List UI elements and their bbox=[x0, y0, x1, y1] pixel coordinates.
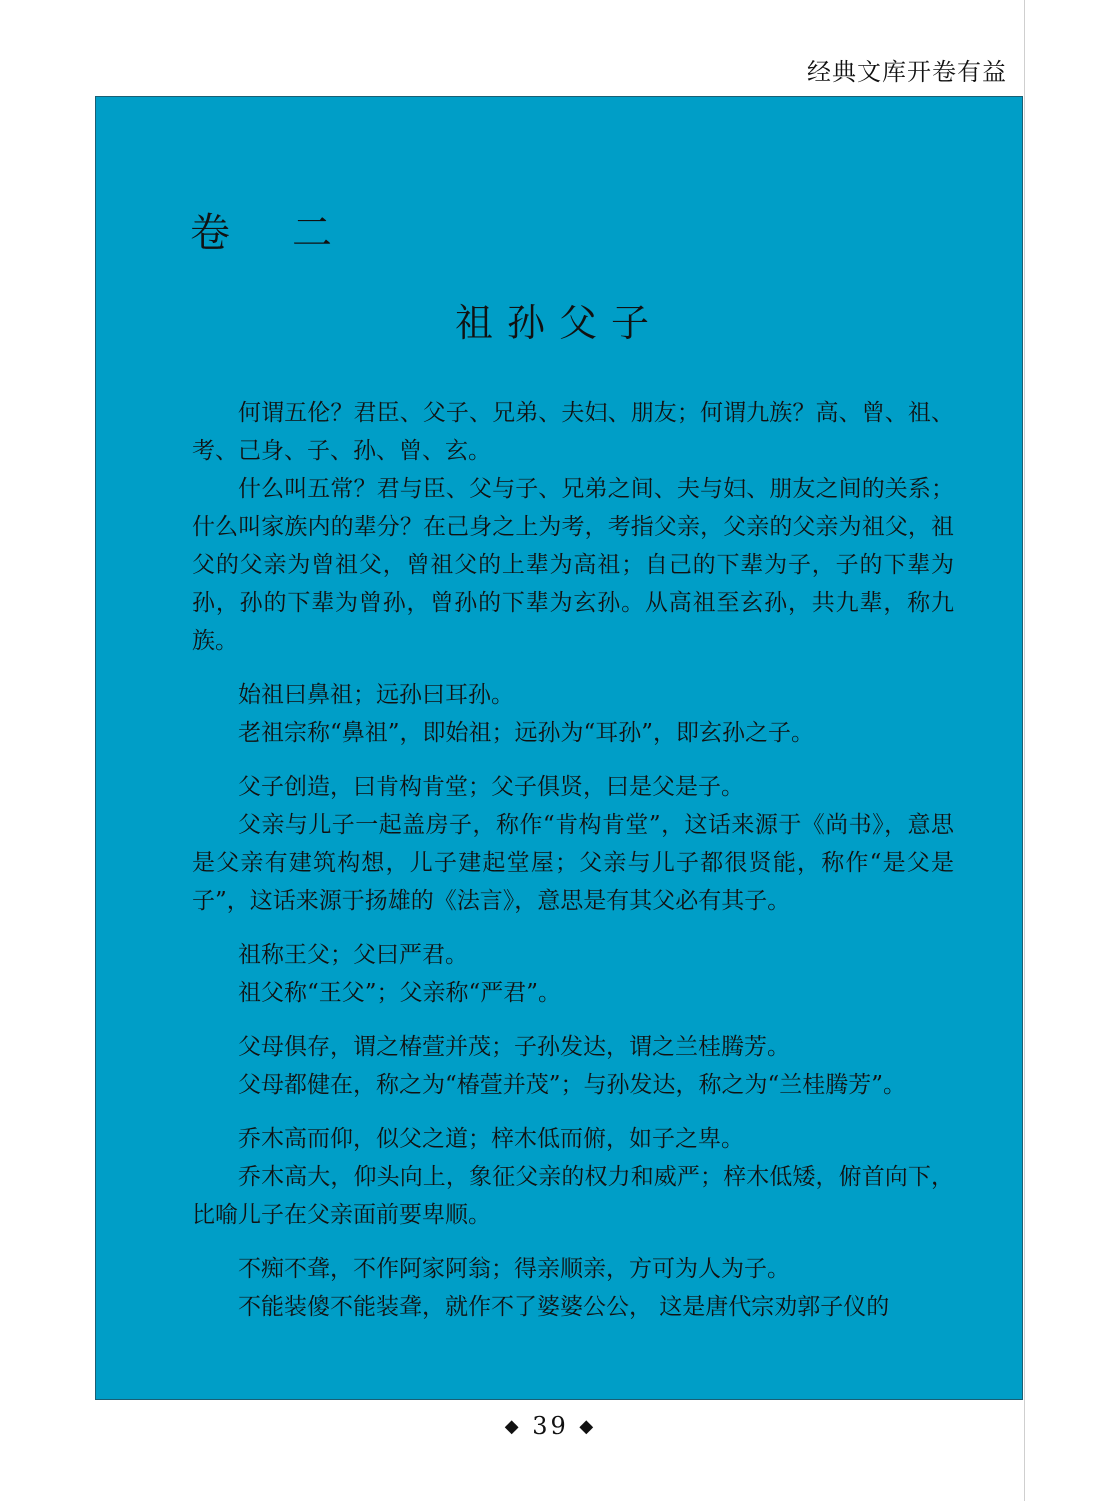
page-number bbox=[0, 1412, 1101, 1440]
paragraph: 父亲与儿子一起盖房子，称作“肯构肯堂”，这话来源于《尚书》，意思是父亲有建筑构想，儿子建起堂屋；父亲与儿子都很贤能，称作“是父是子”，这话来源于扬雄的《法言》，意思是有其父必有其子。 bbox=[192, 812, 954, 914]
body-text bbox=[192, 394, 954, 1326]
paragraph: 祖称王父；父曰严君。 bbox=[238, 942, 468, 968]
volume-title-char-1: 卷 bbox=[190, 210, 230, 256]
diamond-icon: ◆ bbox=[504, 1416, 522, 1437]
paragraph: 不痴不聋，不作阿家阿翁；得亲顺亲，方可为人为子。 bbox=[238, 1256, 790, 1282]
diamond-icon: ◆ bbox=[579, 1416, 597, 1437]
volume-title-char-2: 二 bbox=[292, 210, 332, 256]
paragraph: 老祖宗称“鼻祖”，即始祖；远孙为“耳孙”，即玄孙之子。 bbox=[238, 720, 815, 746]
page-edge-line bbox=[1024, 0, 1025, 1501]
content-panel bbox=[95, 96, 1023, 1400]
chapter-title: 祖孙父子 bbox=[454, 301, 663, 345]
page-number-value: 39 bbox=[532, 1412, 569, 1440]
paragraph: 始祖曰鼻祖；远孙曰耳孙。 bbox=[238, 682, 514, 708]
paragraph: 乔木高而仰，似父之道；梓木低而俯，如子之卑。 bbox=[238, 1126, 744, 1152]
paragraph: 父子创造，曰肯构肯堂；父子俱贤，曰是父是子。 bbox=[238, 774, 744, 800]
paragraph: 祖父称“王父”；父亲称“严君”。 bbox=[238, 980, 562, 1006]
paragraph: 不能装傻不能装聋，就作不了婆婆公公， 这是唐代宗劝郭子仪的 bbox=[238, 1294, 890, 1320]
paragraph: 何谓五伦？君臣、父子、兄弟、夫妇、朋友；何谓九族？高、曾、祖、考、己身、子、孙、曾、玄。 bbox=[192, 400, 954, 464]
paragraph: 父母都健在，称之为“椿萱并茂”；与孙发达，称之为“兰桂腾芳”。 bbox=[238, 1072, 907, 1098]
running-header: 经典文库开卷有益 bbox=[807, 58, 1007, 86]
volume-title bbox=[190, 201, 332, 258]
paragraph: 什么叫五常？君与臣、父与子、兄弟之间、夫与妇、朋友之间的关系；什么叫家族内的辈分？在己身之上为考，考指父亲，父亲的父亲为祖父，祖父的父亲为曾祖父，曾祖父的上辈为高祖；自己的下辈为子，子的下辈为孙，孙的下辈为曾孙，曾孙的下辈为玄孙。从高祖至玄孙，共九辈，称九族。 bbox=[192, 476, 954, 654]
paragraph: 乔木高大，仰头向上，象征父亲的权力和威严；梓木低矮，俯首向下，比喻儿子在父亲面前要卑顺。 bbox=[192, 1164, 954, 1228]
paragraph: 父母俱存，谓之椿萱并茂；子孙发达，谓之兰桂腾芳。 bbox=[238, 1034, 790, 1060]
